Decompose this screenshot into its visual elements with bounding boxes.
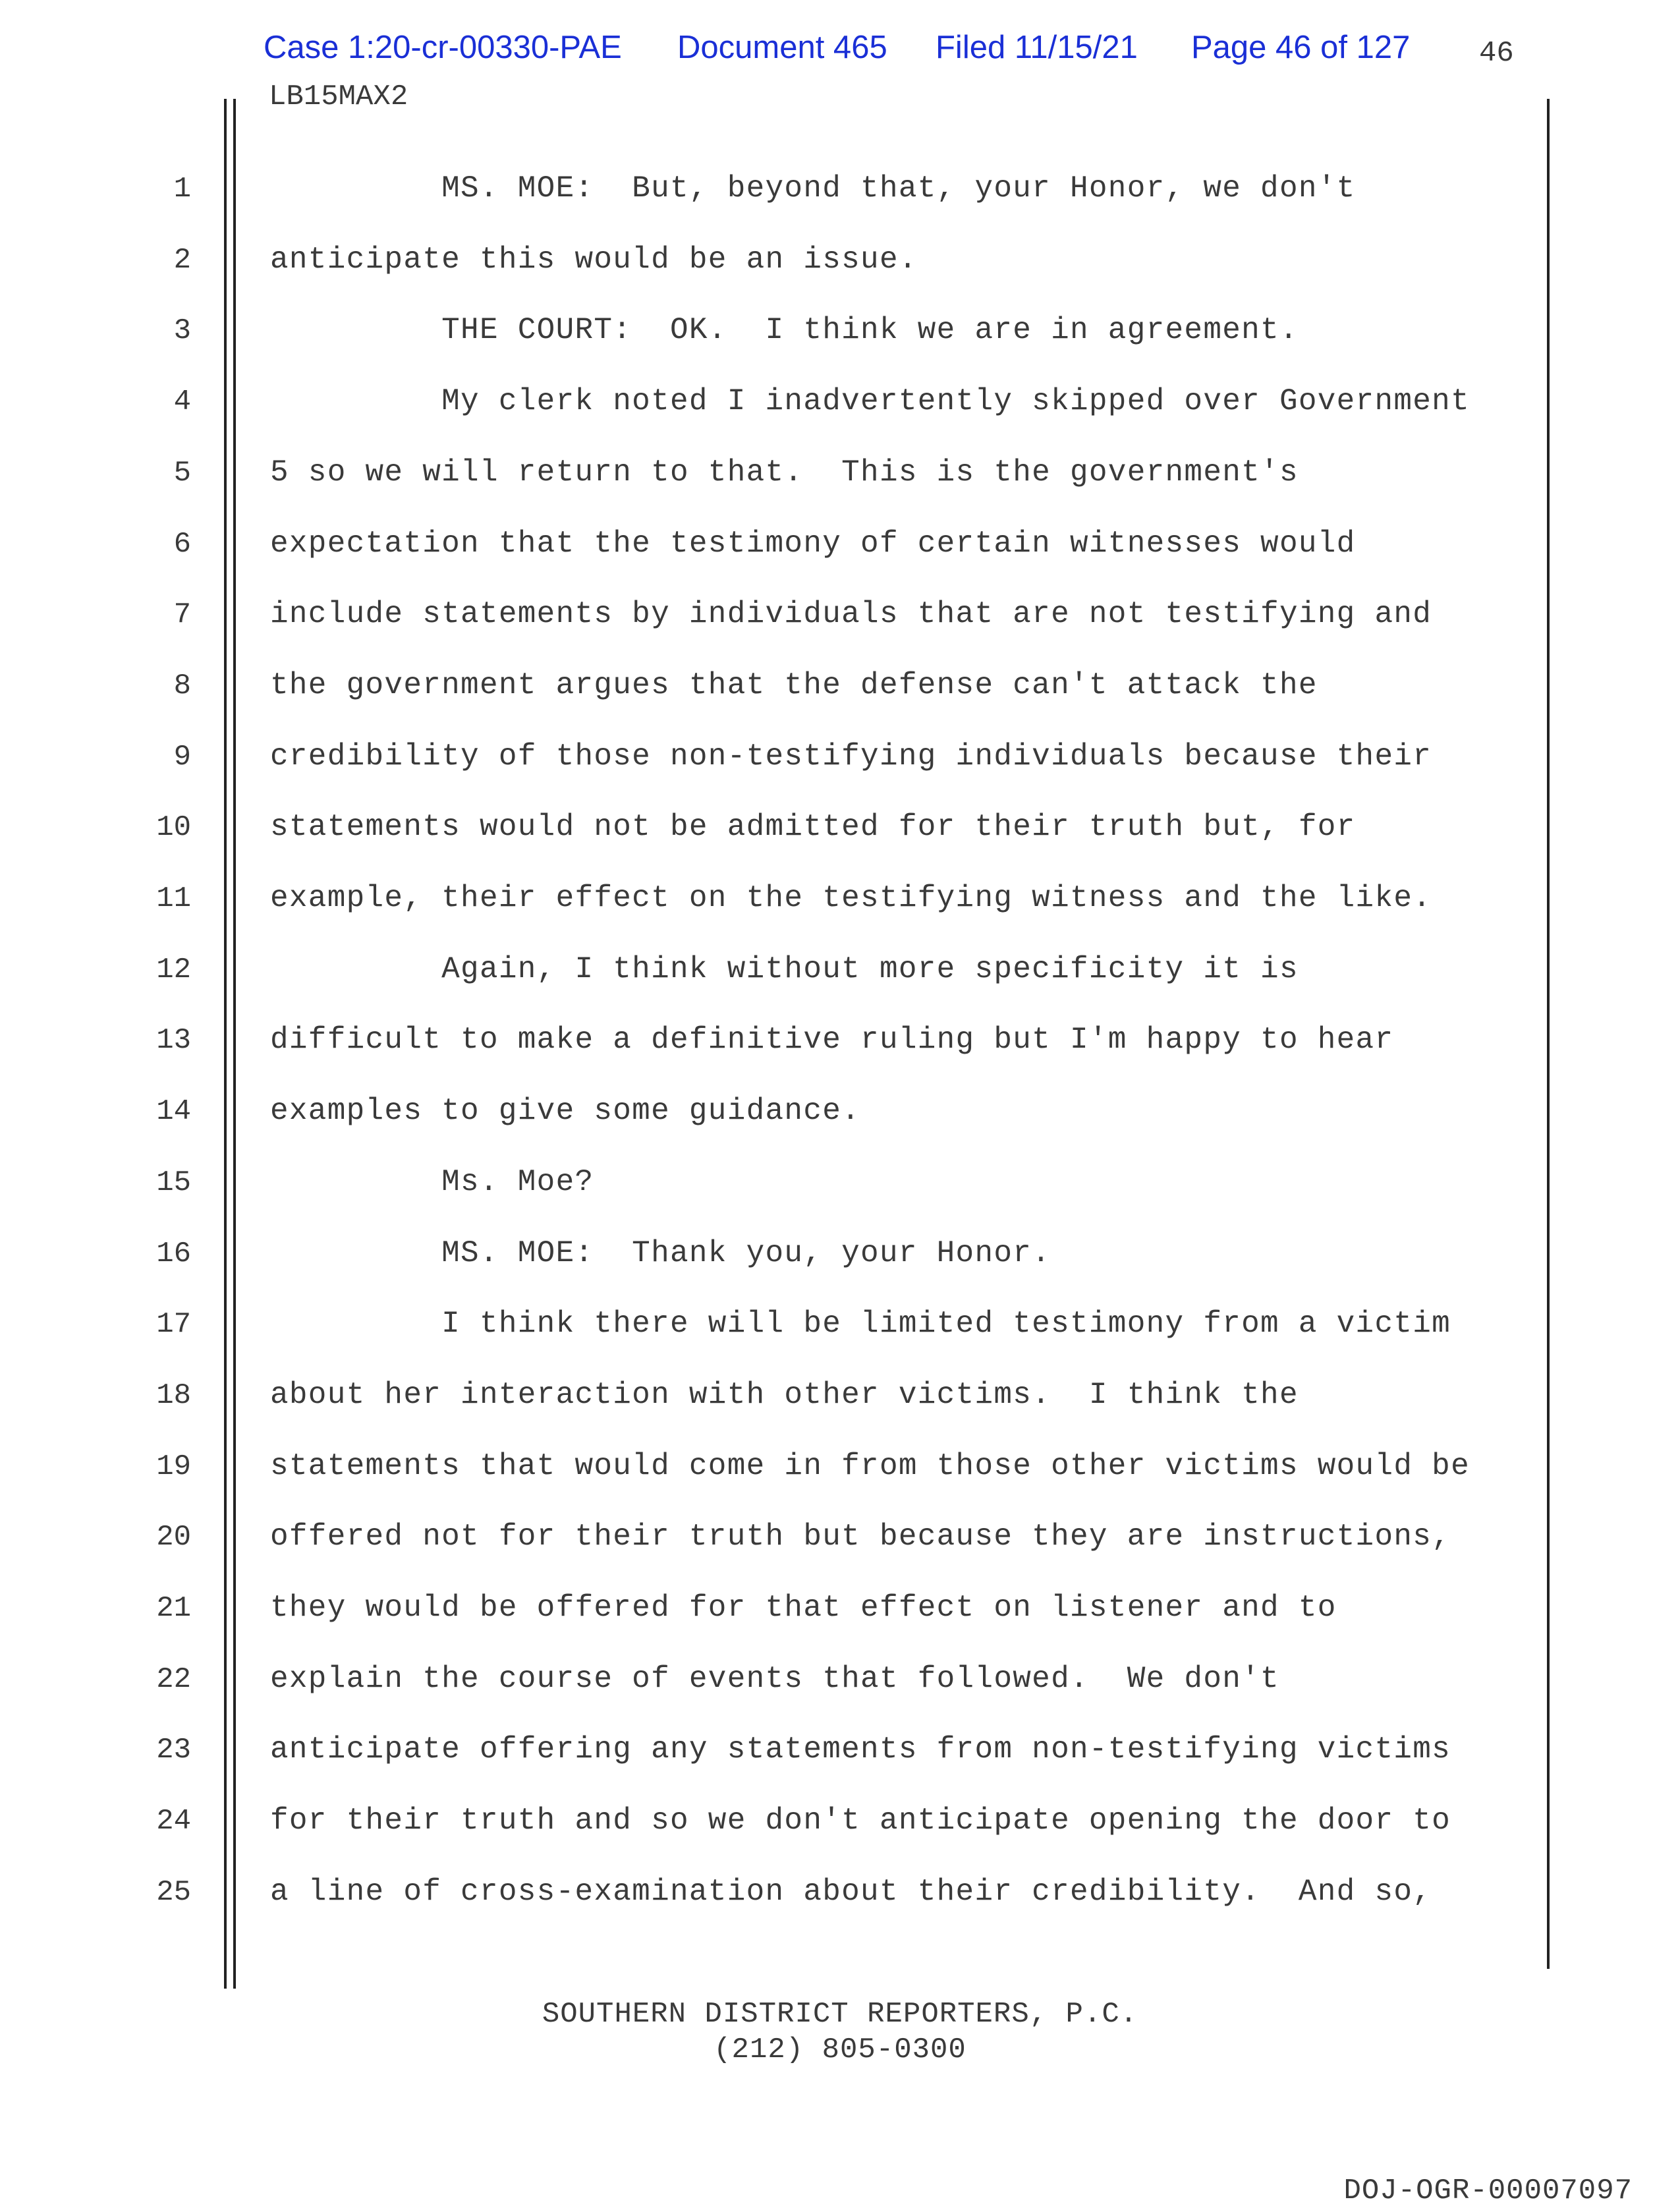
transcript-line: difficult to make a definitive ruling but I'm happy to hear (270, 1023, 1394, 1057)
transcript-line: Ms. Moe? (270, 1165, 594, 1199)
ecf-case-number: Case 1:20-cr-00330-PAE (264, 30, 622, 65)
transcript-line: anticipate offering any statements from non-testifying victims (270, 1732, 1451, 1767)
left-margin-rule-inner (233, 99, 236, 1989)
transcript-line: THE COURT: OK. I think we are in agreement. (270, 313, 1299, 347)
ecf-document-number: Document 465 (677, 30, 887, 65)
transcript-line: Again, I think without more specificity it is (270, 952, 1299, 986)
line-number: 3 (173, 314, 191, 347)
ecf-page-count: Page 46 of 127 (1191, 30, 1411, 65)
line-number: 16 (156, 1237, 191, 1270)
line-number: 12 (156, 953, 191, 986)
right-margin-rule (1547, 99, 1550, 1969)
transcript-line: about her interaction with other victims. I think the (270, 1378, 1299, 1412)
line-number: 4 (173, 385, 191, 418)
transcript-line: include statements by individuals that are not testifying and (270, 597, 1432, 631)
transcript-line: examples to give some guidance. (270, 1094, 861, 1128)
line-number: 2 (173, 244, 191, 277)
left-margin-rule-outer (224, 99, 227, 1989)
transcript-line: a line of cross-examination about their credibility. And so, (270, 1875, 1432, 1909)
line-number: 24 (156, 1805, 191, 1838)
line-number: 17 (156, 1308, 191, 1341)
line-number: 13 (156, 1024, 191, 1057)
ecf-header (264, 29, 1423, 75)
line-number: 19 (156, 1450, 191, 1483)
transcript-line: I think there will be limited testimony from a victim (270, 1307, 1451, 1341)
transcript-line: My clerk noted I inadvertently skipped over Government (270, 384, 1470, 418)
line-number: 18 (156, 1379, 191, 1412)
line-number: 15 (156, 1166, 191, 1199)
line-number: 22 (156, 1663, 191, 1696)
transcript-line: they would be offered for that effect on listener and to (270, 1591, 1337, 1625)
transcript-line: MS. MOE: But, beyond that, your Honor, we don't (270, 171, 1356, 206)
line-number: 10 (156, 811, 191, 844)
transcript-line: credibility of those non-testifying individuals because their (270, 739, 1432, 774)
transcript-line: anticipate this would be an issue. (270, 242, 918, 277)
transcript-line: MS. MOE: Thank you, your Honor. (270, 1236, 1051, 1270)
reporter-name: SOUTHERN DISTRICT REPORTERS, P.C. (542, 1998, 1138, 2031)
transcript-page-number: 46 (1479, 37, 1514, 70)
transcript-line: statements would not be admitted for their truth but, for (270, 810, 1356, 844)
line-number: 1 (173, 173, 191, 206)
line-number: 20 (156, 1521, 191, 1554)
transcript-line: the government argues that the defense can't attack the (270, 668, 1318, 702)
line-number: 11 (156, 882, 191, 915)
reporter-footer (0, 1997, 1680, 2068)
transcript-line: example, their effect on the testifying witness and the like. (270, 881, 1432, 915)
reporter-phone: (212) 805-0300 (714, 2033, 966, 2066)
line-number: 7 (173, 598, 191, 631)
line-number: 21 (156, 1592, 191, 1625)
ecf-filed-date: Filed 11/15/21 (936, 30, 1138, 65)
line-number: 5 (173, 457, 191, 490)
line-number: 23 (156, 1734, 191, 1767)
transcript-case-id: LB15MAX2 (269, 80, 408, 113)
line-number: 9 (173, 741, 191, 774)
line-number: 25 (156, 1876, 191, 1909)
transcript-line: 5 so we will return to that. This is the government's (270, 455, 1299, 490)
line-number: 6 (173, 528, 191, 561)
transcript-line: statements that would come in from those other victims would be (270, 1449, 1470, 1483)
transcript-line: offered not for their truth but because they are instructions, (270, 1519, 1451, 1554)
line-number: 8 (173, 669, 191, 702)
line-number: 14 (156, 1095, 191, 1128)
transcript-line: for their truth and so we don't anticipate opening the door to (270, 1803, 1451, 1838)
transcript-line: expectation that the testimony of certain witnesses would (270, 526, 1356, 561)
transcript-line: explain the course of events that followed. We don't (270, 1662, 1279, 1696)
bates-number: DOJ-OGR-00007097 (1343, 2174, 1633, 2207)
